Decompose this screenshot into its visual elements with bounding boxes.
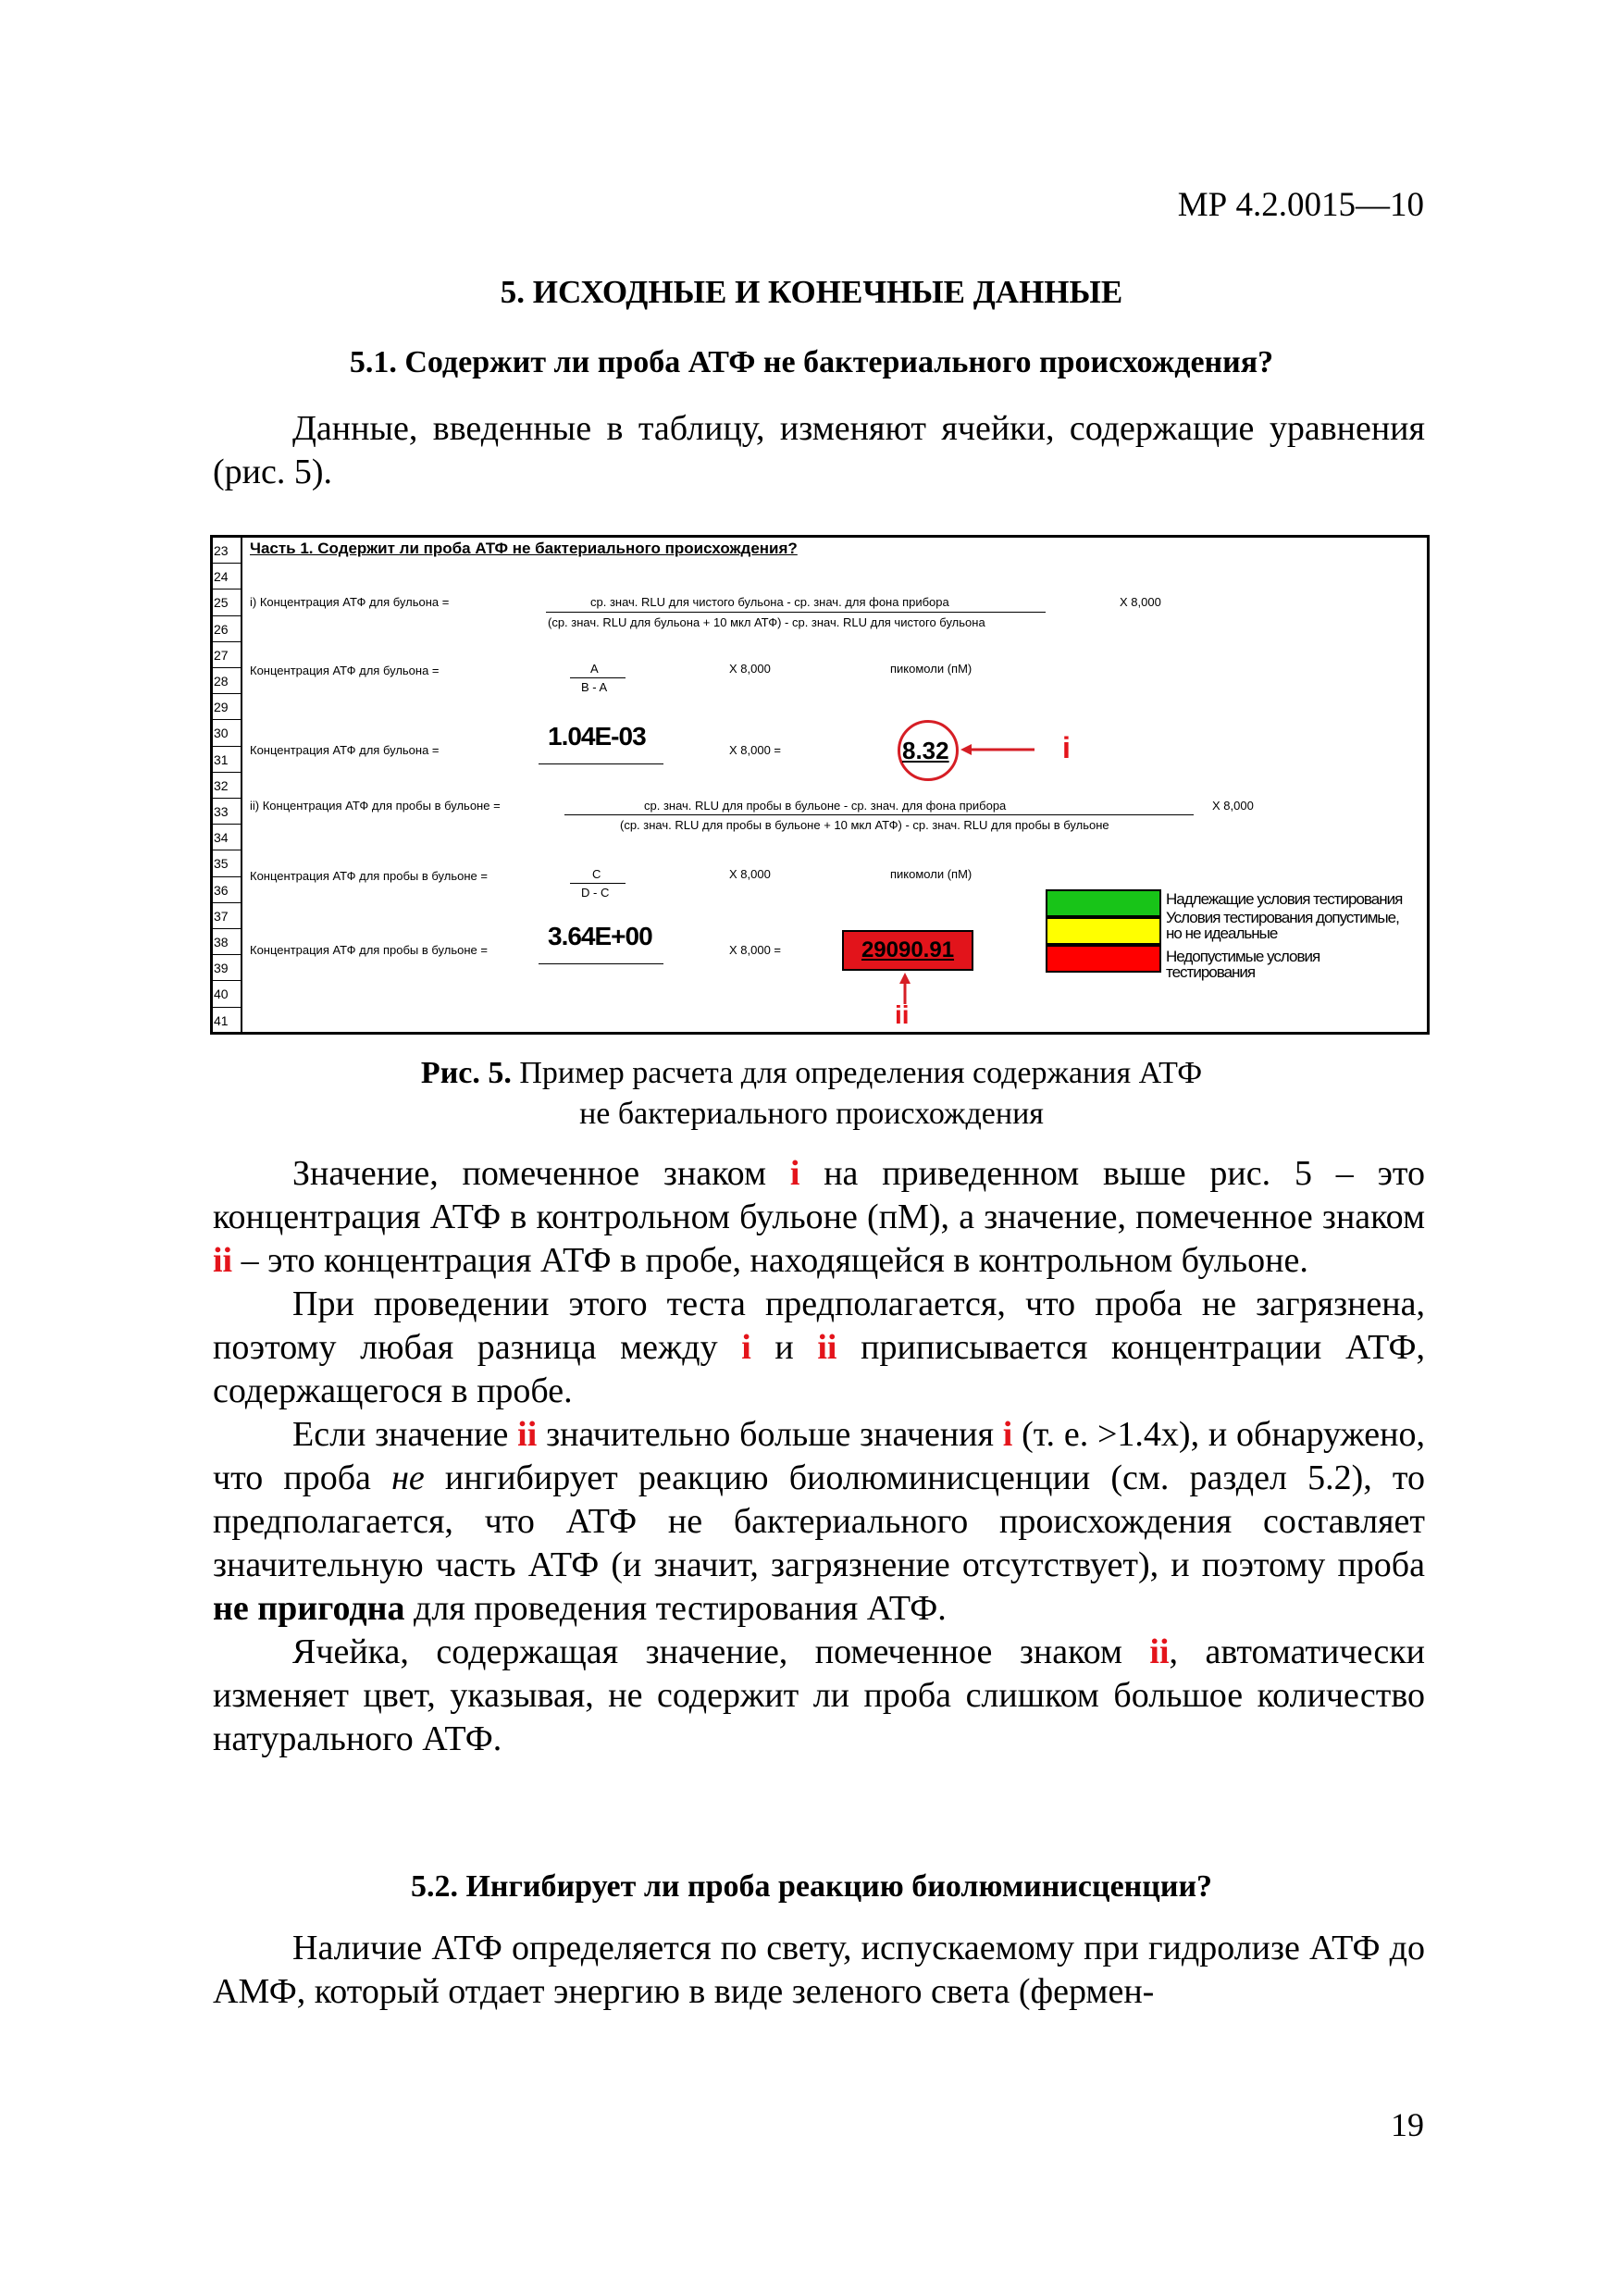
row-number: 38 bbox=[213, 929, 241, 955]
row28-label: Концентрация АТФ для бульона = bbox=[250, 664, 440, 677]
paragraph-2: При проведении этого теста предполагается, что проба не загрязнена, поэтому любая разница между i и ii приписывается концентрации АТФ, содержащегося в пробе. bbox=[213, 1285, 1425, 1410]
row-number: 31 bbox=[213, 747, 241, 773]
legend-text-3: Недопустимые условия тестирования bbox=[1166, 948, 1320, 981]
row36-multiplier: X 8,000 bbox=[729, 867, 771, 881]
row39-multiplier: X 8,000 = bbox=[729, 943, 782, 957]
row31-multiplier: X 8,000 = bbox=[729, 743, 782, 757]
row36-label: Концентрация АТФ для пробы в бульоне = bbox=[250, 869, 488, 883]
paragraph-1: Значение, помеченное знаком i на приведенном выше рис. 5 – это концентрация АТФ в контрольном бульоне (пМ), а значение, помеченное знаком ii – это концентрация АТФ в пробе, находящейся в контрольном бульоне. bbox=[213, 1154, 1425, 1280]
paragraph-4: Ячейка, содержащая значение, помеченное знаком ii, автоматически изменяет цвет, указывая, не содержит ли проба слишком большое количество натурального АТФ. bbox=[213, 1632, 1425, 1758]
intro-text: Данные, введенные в таблицу, изменяют ячейки, содержащие уравнения (рис. 5). bbox=[213, 409, 1425, 491]
row-number: 29 bbox=[213, 694, 241, 720]
row28-multiplier: X 8,000 bbox=[729, 662, 771, 676]
row36-c: C bbox=[592, 867, 601, 881]
row33-multiplier: X 8,000 bbox=[1212, 799, 1254, 813]
marker-ii: ii bbox=[895, 1000, 910, 1029]
result-ii-cell: 29090.91 bbox=[842, 930, 973, 971]
caption-label: Рис. 5. bbox=[420, 1056, 512, 1090]
caption-text: Пример расчета для определения содержания АТФ bbox=[511, 1056, 1203, 1090]
row-number: 32 bbox=[213, 773, 241, 799]
row31-label: Концентрация АТФ для бульона = bbox=[250, 743, 440, 757]
fraction-line-2 bbox=[570, 677, 626, 678]
row25-numerator: ср. знач. RLU для чистого бульона - ср. знач. для фона прибора bbox=[590, 595, 949, 609]
row-number: 35 bbox=[213, 850, 241, 876]
legend-text-1: Надлежащие условия тестирования bbox=[1166, 890, 1403, 908]
row36-unit: пикомоли (пМ) bbox=[890, 867, 973, 881]
paragraph-5: Наличие АТФ определяется по свету, испускаемому при гидролизе АТФ до АМФ, который отдает энергию в виде зеленого света (фермен- bbox=[213, 1929, 1425, 2011]
row-number: 34 bbox=[213, 825, 241, 850]
row-number: 39 bbox=[213, 955, 241, 981]
legend-swatch-red bbox=[1046, 945, 1161, 973]
row39-value: 3.64E+00 bbox=[548, 922, 652, 950]
row-number: 41 bbox=[213, 1008, 241, 1034]
intro-paragraph bbox=[213, 407, 1425, 494]
row-number: 23 bbox=[213, 538, 241, 564]
fraction-line-4 bbox=[570, 883, 626, 884]
fraction-line-1 bbox=[546, 612, 1046, 613]
row-number: 25 bbox=[213, 590, 241, 615]
row37-d-minus-c: D - C bbox=[581, 886, 610, 900]
row-number: 36 bbox=[213, 877, 241, 903]
row33-numerator: ср. знач. RLU для пробы в бульоне - ср. знач. для фона прибора bbox=[644, 799, 1007, 813]
arrow-left-icon bbox=[960, 743, 1035, 756]
row39-label: Концентрация АТФ для пробы в бульоне = bbox=[250, 943, 488, 957]
legend-swatch-yellow bbox=[1046, 917, 1161, 945]
marker-i: i bbox=[1062, 731, 1071, 764]
row31-value: 1.04E-03 bbox=[548, 722, 646, 751]
row33-label: ii) Концентрация АТФ для пробы в бульоне = bbox=[250, 799, 501, 813]
figure-caption bbox=[0, 1053, 1623, 1135]
subsection-title-2: 5.2. Ингибирует ли проба реакцию биолюминисценции? bbox=[410, 1869, 1213, 1904]
row-number: 26 bbox=[213, 616, 241, 642]
row-number: 33 bbox=[213, 799, 241, 825]
row34-denominator: (ср. знач. RLU для пробы в бульоне + 10 мкл АТФ) - ср. знач. RLU для пробы в бульоне bbox=[620, 818, 1109, 832]
row25-multiplier: X 8,000 bbox=[1120, 595, 1161, 609]
row-number: 30 bbox=[213, 720, 241, 746]
row26-denominator: (ср. знач. RLU для бульона + 10 мкл АТФ) - ср. знач. RLU для чистого бульона bbox=[548, 615, 985, 629]
row-number: 27 bbox=[213, 642, 241, 668]
subsection-title: 5.1. Содержит ли проба АТФ не бактериального происхождения? bbox=[349, 345, 1274, 379]
row-number: 37 bbox=[213, 903, 241, 929]
arrow-up-icon bbox=[898, 973, 911, 1004]
row28-a: A bbox=[590, 662, 599, 676]
paragraph-3: Если значение ii значительно больше значения i (т. е. >1.4х), и обнаружено, что проба не ингибирует реакцию биолюминисценции (см. раздел 5.2), то предполагается, что АТФ не бактериального происхождения составляет значительную часть АТФ (и значит, загрязнение отсутствует), и поэтому проба не пригодна для проведения тестирования АТФ. bbox=[213, 1415, 1425, 1628]
result-i-value: 8.32 bbox=[902, 737, 949, 764]
sheet-title: Часть 1. Содержит ли проба АТФ не бактериального происхождения? bbox=[250, 540, 798, 557]
row31-underline bbox=[539, 763, 663, 764]
row28-unit: пикомоли (пМ) bbox=[890, 662, 973, 676]
legend-swatch-green bbox=[1046, 889, 1161, 917]
row39-underline bbox=[539, 963, 663, 964]
row-number: 24 bbox=[213, 564, 241, 590]
row-number: 28 bbox=[213, 668, 241, 694]
spreadsheet-figure bbox=[210, 535, 1430, 1035]
legend-text-2: Условия тестирования допустимые, но не идеальные bbox=[1166, 909, 1399, 942]
row-number: 40 bbox=[213, 981, 241, 1007]
body-text bbox=[213, 1152, 1425, 1761]
row-numbers bbox=[213, 538, 242, 1032]
document-code: МР 4.2.0015—10 bbox=[1177, 186, 1424, 224]
page-number: 19 bbox=[1391, 2106, 1424, 2143]
section-title: 5. ИСХОДНЫЕ И КОНЕЧНЫЕ ДАННЫЕ bbox=[500, 274, 1123, 310]
row25-label: i) Концентрация АТФ для бульона = bbox=[250, 595, 450, 609]
fraction-line-3 bbox=[564, 814, 1194, 815]
caption-line-2: не бактериального происхождения bbox=[579, 1097, 1044, 1131]
row29-b-minus-a: B - A bbox=[581, 680, 608, 694]
paragraph-5-block bbox=[213, 1927, 1425, 2014]
